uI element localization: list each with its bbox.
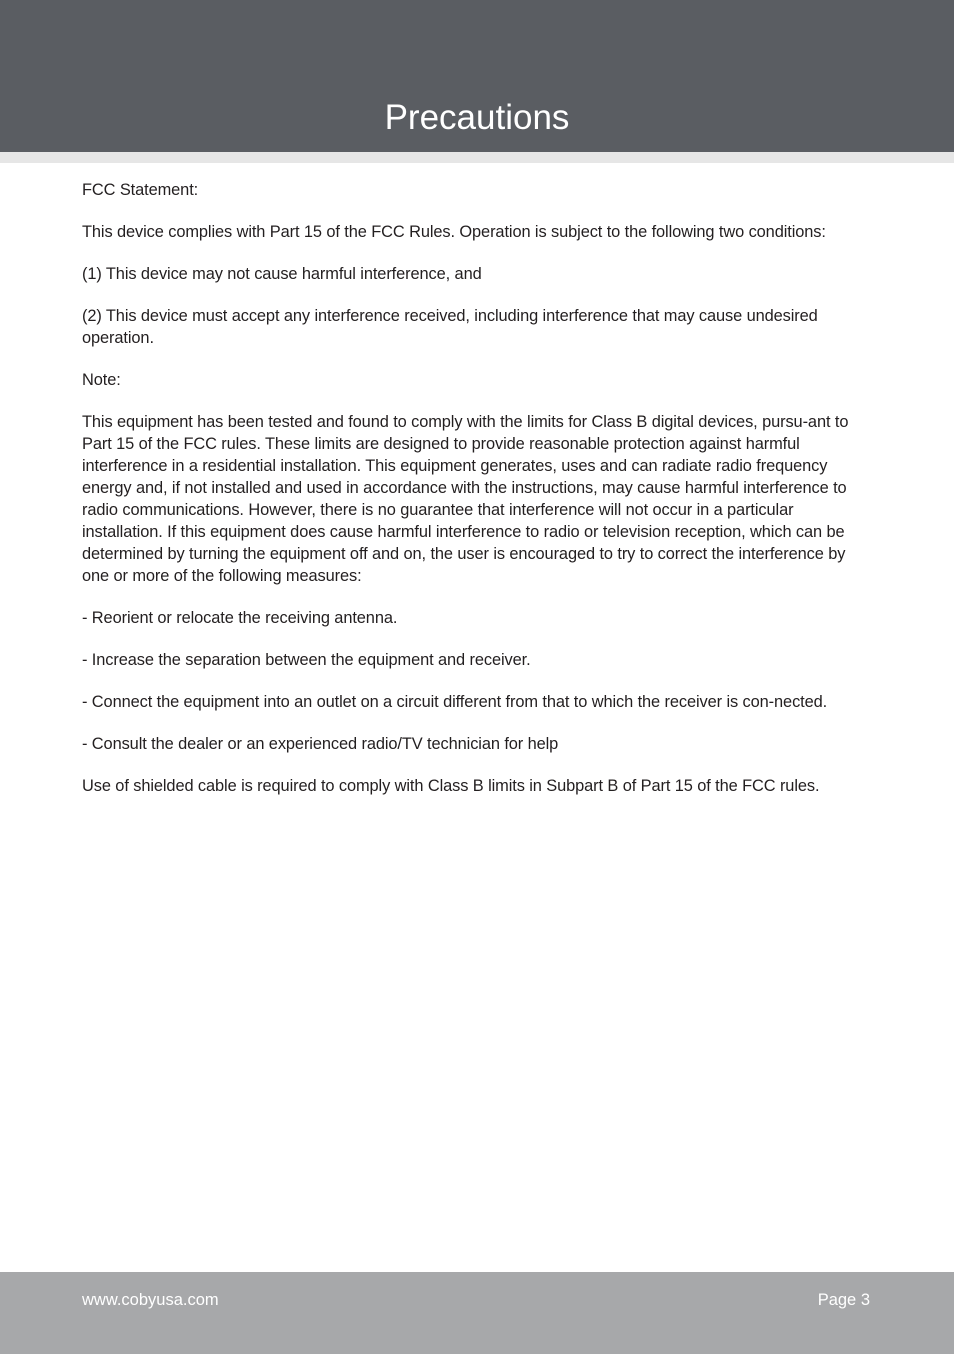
- document-body: [82, 179, 874, 817]
- condition-2: (2) This device must accept any interference received, including interference that may cause undesired operation.: [82, 307, 818, 347]
- measure-reorient: - Reorient or relocate the receiving antenna.: [82, 609, 398, 627]
- page-number: Page 3: [817, 1291, 870, 1309]
- header-divider: [0, 152, 954, 163]
- measure-separation: - Increase the separation between the equipment and receiver.: [82, 651, 531, 669]
- measure-consult: - Consult the dealer or an experienced radio/TV technician for help: [82, 735, 559, 753]
- footer-bar: [0, 1272, 954, 1354]
- shielded-cable-paragraph: Use of shielded cable is required to comply with Class B limits in Subpart B of Part 15 of the FCC rules.: [82, 777, 820, 795]
- note-paragraph: This equipment has been tested and found to comply with the limits for Class B digital devices, pursu-ant to Part 15 of the FCC rules. These limits are designed to provide reasonable protection against harmful interference in a residential installation. This equipment generates, uses and can radiate radio frequency energy and, if not installed and used in accordance with the instructions, may cause harmful interference to radio communications. However, there is no guarantee that interference will not occur in a particular installation. If this equipment does cause harmful interference to radio or television reception, which can be determined by turning the equipment off and on, the user is encouraged to try to correct the interference by one or more of the following measures:: [82, 413, 849, 585]
- note-heading: Note:: [82, 371, 121, 389]
- measure-outlet: - Connect the equipment into an outlet on a circuit different from that to which the receiver is con-nected.: [82, 693, 828, 711]
- condition-1: (1) This device may not cause harmful interference, and: [82, 265, 482, 283]
- fcc-statement-heading: FCC Statement:: [82, 181, 199, 199]
- header-bar: [0, 0, 954, 152]
- page-title: Precautions: [384, 98, 570, 137]
- website-link[interactable]: www.cobyusa.com: [82, 1291, 219, 1309]
- compliance-paragraph: This device complies with Part 15 of the FCC Rules. Operation is subject to the following two conditions:: [82, 223, 826, 241]
